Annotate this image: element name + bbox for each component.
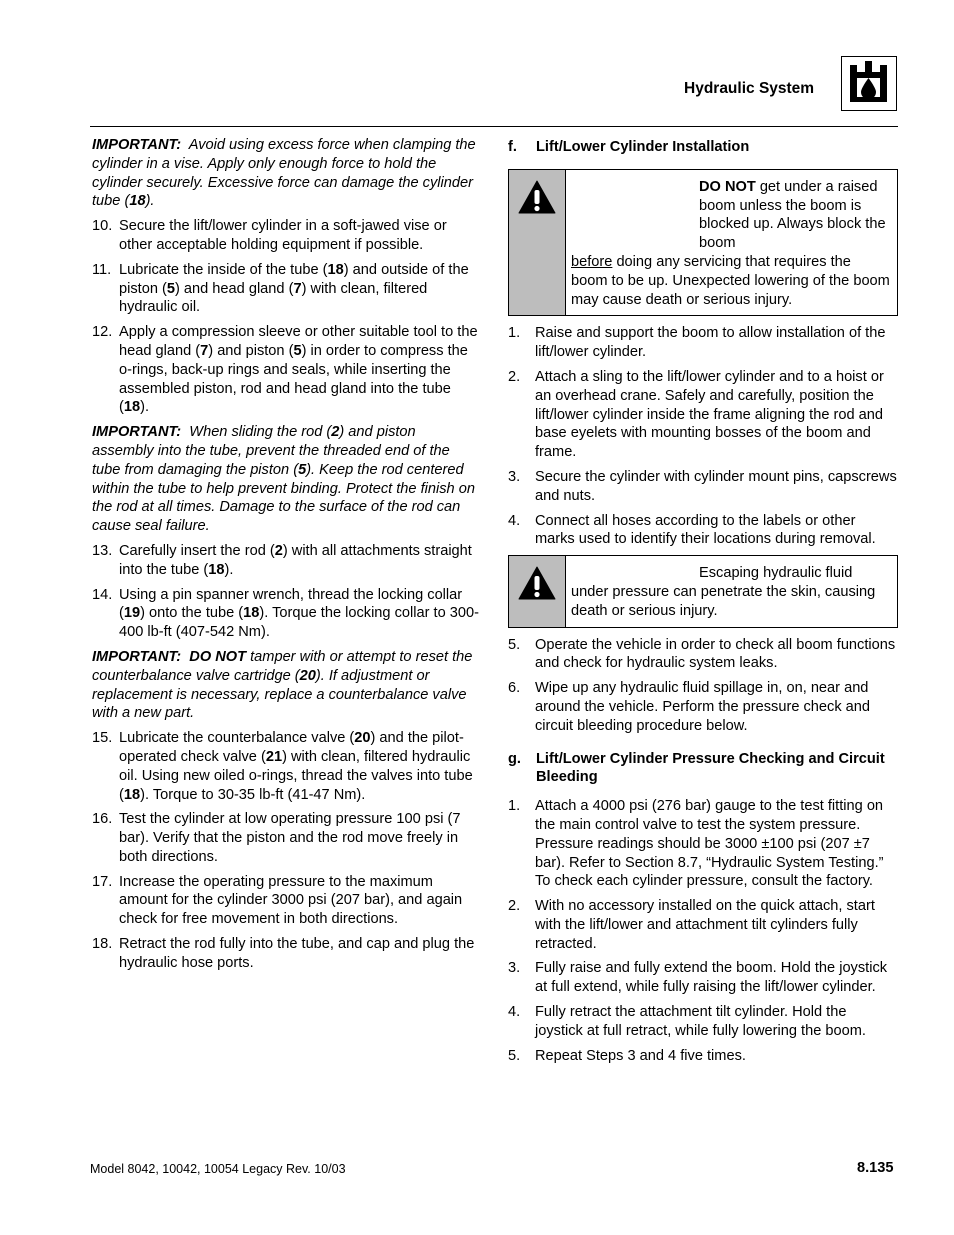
warning-text: DO NOT get under a raised boom unless the boom is blocked up. Always block the boom before doing any servicing that requires the boom to be up. Unexpected lowering of the boom may cause death or serious injury.: [571, 178, 890, 308]
step-10: [92, 217, 480, 255]
important-note-2: IMPORTANT: When sliding the rod (2) and piston assembly into the tube, prevent the threaded end of the tube from damaging the piston (5). Keep the rod centered within the tube to help prevent binding. Protect the finish on the rod at all times. Damage to the surface of the rod can cause seal failure.: [92, 424, 475, 535]
step-number: 11.: [92, 261, 112, 278]
step-number: 5.: [508, 636, 521, 653]
step-15: [92, 729, 480, 804]
section-letter: f.: [508, 139, 517, 155]
list-item: [508, 636, 898, 674]
step-text: Lubricate the inside of the tube (18) and outside of the piston (5) and head gland (7) with clean, filtered hydraulic oil.: [119, 261, 469, 316]
warning-triangle-icon: [518, 180, 556, 214]
hydraulic-system-icon: [841, 56, 897, 111]
step-number: 18.: [92, 936, 113, 953]
step-number: 17.: [92, 873, 113, 890]
step-number: 3.: [508, 960, 521, 977]
list-item: [508, 797, 898, 891]
list-item: [508, 368, 898, 462]
step-number: 4.: [508, 1004, 521, 1021]
step-text: With no accessory installed on the quick attach, start with the lift/lower and attachment tilt cylinders fully retracted.: [535, 898, 875, 952]
step-number: 12.: [92, 324, 113, 341]
warning-side-panel: [509, 556, 566, 626]
step-text: Apply a compression sleeve or other suitable tool to the head gland (7) and piston (5) in order to compress the o-rings, back-up rings and seals, while inserting the assembled piston, rod and head gland into the tube (18).: [119, 324, 478, 416]
step-number: 15.: [92, 730, 113, 747]
important-label: IMPORTANT:: [92, 648, 182, 665]
step-number: 6.: [508, 680, 521, 697]
step-number: 1.: [508, 798, 521, 815]
ref-number: 18: [129, 193, 146, 210]
step-text: Lubricate the counterbalance valve (20) and the pilot-operated check valve (21) with clean, filtered hydraulic oil. Using new oiled o-rings, thread the valves into tube (18). Torque to 30-35 lb-ft (41-47 Nm).: [119, 730, 473, 803]
installation-steps-continued: [508, 636, 898, 736]
note-text: ).: [145, 193, 155, 210]
step-text: Retract the rod fully into the tube, and cap and plug the hydraulic hose ports.: [119, 936, 475, 971]
step-text: Repeat Steps 3 and 4 five times.: [535, 1047, 746, 1064]
left-column: [92, 136, 480, 979]
step-17: [92, 873, 480, 929]
important-note-1: [92, 136, 480, 211]
step-number: 16.: [92, 811, 113, 828]
page-number: 8.135: [857, 1160, 894, 1176]
header-rule: [90, 126, 898, 127]
important-label: IMPORTANT:: [92, 424, 182, 441]
section-heading-f: [508, 138, 898, 157]
list-item: [508, 1047, 898, 1066]
section-title-text: Lift/Lower Cylinder Pressure Checking and Circuit Bleeding: [536, 750, 885, 786]
warning-text: Escaping hydraulic fluid under pressure can penetrate the skin, causing death or serious injury.: [571, 565, 876, 619]
footer-model: Model 8042, 10042, 10054 Legacy Rev. 10/03: [90, 1162, 346, 1176]
step-text: Increase the operating pressure to the maximum amount for the cylinder 3000 psi (207 bar), and again check for free movement in both directions.: [119, 873, 463, 928]
step-text: Secure the cylinder with cylinder mount pins, capscrews and nuts.: [535, 468, 897, 504]
step-number: 2.: [508, 898, 521, 915]
step-16: [92, 810, 480, 866]
section-heading-g: [508, 750, 898, 788]
list-item: [508, 324, 898, 362]
step-text: Attach a 4000 psi (276 bar) gauge to the test fitting on the main control valve to test the system pressure. Pressure readings should be 3000 ±100 psi (207 ±7 bar). Refer to Section 8.7, “Hydraulic System Testing.” To check each cylinder pressure, consult the factory.: [535, 798, 884, 890]
step-14: [92, 586, 480, 642]
important-label: IMPORTANT:: [92, 137, 182, 153]
warning-side-panel: [509, 170, 566, 316]
step-text: Fully raise and fully extend the boom. Hold the joystick at full extend, while fully raising the lift/lower cylinder.: [535, 960, 888, 996]
list-item: [508, 1003, 898, 1041]
list-item: [508, 959, 898, 997]
step-text: Fully retract the attachment tilt cylinder. Hold the joystick at full retract, while fully lowering the boom.: [535, 1004, 866, 1039]
step-text: Secure the lift/lower cylinder in a soft-jawed vise or other acceptable holding equipment if possible.: [119, 218, 447, 253]
warning-triangle-icon: [518, 566, 556, 600]
step-12: [92, 323, 480, 417]
step-text: Wipe up any hydraulic fluid spillage in, on, near and around the vehicle. Perform the pressure check and circuit bleeding procedure below.: [535, 680, 871, 734]
step-number: 2.: [508, 368, 521, 385]
installation-steps: [508, 324, 898, 549]
section-title: Hydraulic System: [684, 80, 815, 97]
important-note-3: IMPORTANT: DO NOT tamper with or attempt to reset the counterbalance valve cartridge (20). If adjustment or replacement is necessary, replace a counterbalance valve with a new part.: [92, 648, 473, 722]
step-number: 1.: [508, 325, 521, 342]
step-number: 13.: [92, 542, 113, 559]
step-text: Test the cylinder at low operating pressure 100 psi (7 bar). Verify that the piston and the rod move freely in both directions.: [119, 811, 461, 865]
step-text: Using a pin spanner wrench, thread the locking collar (19) onto the tube (18). Torque the locking collar to 300-400 lb-ft (407-542 Nm).: [119, 586, 479, 641]
step-text: Raise and support the boom to allow installation of the lift/lower cylinder.: [535, 325, 886, 361]
right-column: [508, 138, 898, 1071]
warning-box-fluid: [508, 555, 898, 627]
step-text: Carefully insert the rod (2) with all attachments straight into the tube (18).: [119, 542, 472, 578]
step-number: 3.: [508, 468, 521, 485]
step-number: 14.: [92, 586, 113, 603]
step-text: Attach a sling to the lift/lower cylinder and to a hoist or an overhead crane. Safely and carefully, position the lift/lower cylinder inside the frame aligning the rod and base eyelets with mounting bosses of the boom and frame.: [535, 368, 884, 461]
step-number: 4.: [508, 512, 521, 529]
section-letter: g.: [508, 750, 521, 767]
warning-box-boom: [508, 169, 898, 317]
note-text: Avoid using excess force when clamping the cylinder in a vise. Apply only enough force to hold the cylinder securely. Excessive force can damage the cylinder tube (: [92, 137, 476, 210]
step-number: 5.: [508, 1047, 521, 1064]
pressure-check-steps: [508, 797, 898, 1065]
step-13: [92, 542, 480, 580]
step-11: [92, 261, 480, 317]
step-text: Operate the vehicle in order to check all boom functions and check for hydraulic system leaks.: [535, 636, 896, 672]
list-item: [508, 897, 898, 953]
section-title-text: Lift/Lower Cylinder Installation: [536, 139, 750, 155]
step-text: Connect all hoses according to the labels or other marks used to identify their locations during removal.: [535, 512, 876, 548]
list-item: [508, 679, 898, 735]
list-item: [508, 468, 898, 506]
step-18: [92, 935, 480, 973]
step-number: 10.: [92, 218, 113, 235]
list-item: [508, 512, 898, 550]
